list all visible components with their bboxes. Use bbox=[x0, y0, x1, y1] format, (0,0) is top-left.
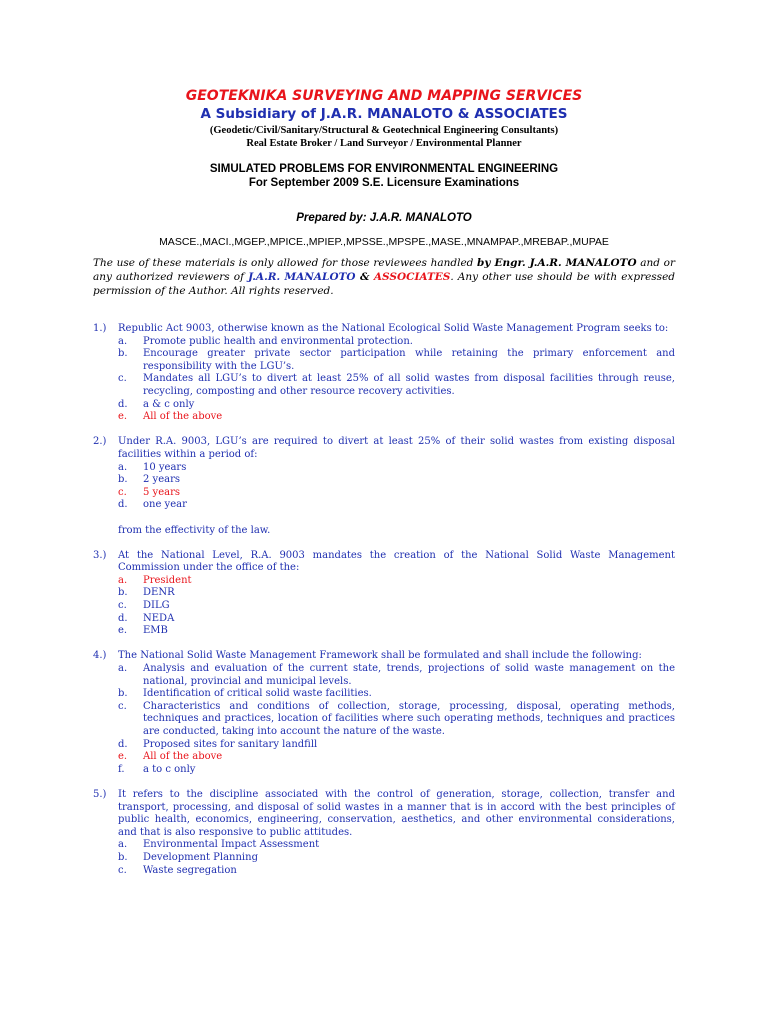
document-title: SIMULATED PROBLEMS FOR ENVIRONMENTAL ENGINEERING bbox=[209, 163, 559, 175]
option-text: Characteristics and conditions of collection, storage, processing, disposal, operating methods, techniques and practices, location of facilities where such operating methods, techniques and practices are conducted, taking into account the nature of the waste. bbox=[143, 700, 675, 737]
option-letter: a. bbox=[118, 461, 128, 473]
option-letter: c. bbox=[118, 486, 127, 498]
question-text: The National Solid Waste Management Framework shall be formulated and shall include the following: bbox=[118, 650, 642, 662]
option-letter: d. bbox=[118, 398, 128, 410]
option-text: DENR bbox=[143, 587, 175, 599]
subsidiary-line: A Subsidiary of J.A.R. MANALOTO & ASSOCIATES bbox=[200, 106, 568, 122]
option-text: President bbox=[143, 574, 192, 586]
answer-option bbox=[118, 348, 675, 373]
notice-text: . Any other use should be with expressed permission of the Author. All rights reserved. bbox=[93, 271, 676, 297]
answer-options bbox=[118, 462, 675, 512]
prepared-by: Prepared by: J.A.R. MANALOTO bbox=[296, 212, 472, 224]
option-letter: e. bbox=[118, 751, 128, 763]
answer-options bbox=[118, 663, 675, 776]
answer-option-correct bbox=[118, 411, 675, 424]
option-letter: a. bbox=[118, 574, 128, 586]
notice-jar: J.A.R. MANALOTO bbox=[248, 271, 356, 283]
question-item bbox=[93, 789, 675, 877]
option-letter: b. bbox=[118, 474, 128, 486]
option-letter: a. bbox=[118, 663, 128, 675]
option-text: Waste segregation bbox=[143, 864, 237, 876]
option-text: Promote public health and environmental protection. bbox=[143, 335, 413, 347]
option-text: a to c only bbox=[143, 763, 196, 775]
answer-option bbox=[118, 663, 675, 688]
answer-option-correct bbox=[118, 575, 675, 588]
question-item bbox=[93, 323, 675, 424]
option-text: Analysis and evaluation of the current state, trends, projections of solid waste management on the national, provincial and municipal levels. bbox=[143, 663, 675, 687]
option-letter: d. bbox=[118, 612, 128, 624]
question-text: It refers to the discipline associated with the control of generation, storage, collection, transfer and transport, processing, and disposal of solid wastes in a manner that is in accord with the best principles of public health, economics, engineering, conservation, aesthetics, and other environmental considerations, and that is also responsive to public attitudes. bbox=[118, 788, 675, 838]
answer-option bbox=[118, 688, 675, 701]
option-letter: f. bbox=[118, 763, 125, 775]
option-letter: a. bbox=[118, 839, 128, 851]
option-text: DILG bbox=[143, 600, 170, 612]
option-text: one year bbox=[143, 499, 187, 511]
consultants-line: (Geodetic/Civil/Sanitary/Structural & Geotechnical Engineering Consultants) bbox=[209, 125, 559, 136]
notice-text: and or any authorized reviewers of bbox=[93, 257, 676, 283]
option-letter: b. bbox=[118, 348, 128, 360]
company-name: GEOTEKNIKA SURVEYING AND MAPPING SERVICES bbox=[185, 88, 583, 104]
option-text: 2 years bbox=[143, 474, 180, 486]
answer-option bbox=[118, 462, 675, 475]
question-number: 5.) bbox=[93, 788, 107, 800]
notice-author: by Engr. J.A.R. MANALOTO bbox=[477, 257, 637, 269]
answer-option bbox=[118, 399, 675, 412]
option-letter: b. bbox=[118, 587, 128, 599]
answer-option bbox=[118, 764, 675, 777]
option-letter: c. bbox=[118, 700, 127, 712]
option-letter: e. bbox=[118, 411, 128, 423]
question-text: Republic Act 9003, otherwise known as the National Ecological Solid Waste Management Program seeks to: bbox=[118, 323, 669, 334]
option-text: Development Planning bbox=[143, 851, 258, 863]
question-item bbox=[93, 650, 675, 776]
answer-option bbox=[118, 625, 675, 638]
option-text: 5 years bbox=[143, 486, 180, 498]
credentials-line: MASCE.,MACI.,MGEP.,MPICE.,MPIEP.,MPSSE.,MPSPE.,MASE.,MNAMPAP.,MREBAP.,MUPAE bbox=[159, 236, 609, 248]
option-text: 10 years bbox=[143, 461, 187, 473]
question-text: Under R.A. 9003, LGU’s are required to divert at least 25% of their solid wastes from existing disposal facilities within a period of: bbox=[118, 436, 675, 460]
answer-option bbox=[118, 373, 675, 398]
question-item bbox=[93, 436, 675, 537]
option-letter: c. bbox=[118, 600, 127, 612]
question-text: At the National Level, R.A. 9003 mandates the creation of the National Solid Waste Management Commission under the office of the: bbox=[118, 549, 675, 574]
option-text: All of the above bbox=[143, 411, 223, 423]
option-letter: c. bbox=[118, 864, 127, 876]
notice-associates: ASSOCIATES bbox=[373, 271, 451, 283]
answer-options bbox=[118, 839, 675, 877]
answer-option bbox=[118, 865, 675, 878]
option-text: Mandates all LGU’s to divert at least 25% of all solid wastes from disposal facilities through reuse, recycling, composting and other resource recovery activities. bbox=[143, 373, 675, 397]
answer-option bbox=[118, 852, 675, 865]
option-letter: a. bbox=[118, 335, 128, 347]
option-letter: b. bbox=[118, 851, 128, 863]
notice-text: The use of these materials is only allowed for those reviewees handled bbox=[93, 257, 478, 269]
answer-option-correct bbox=[118, 487, 675, 500]
answer-options bbox=[118, 575, 675, 638]
option-text: Proposed sites for sanitary landfill bbox=[143, 738, 318, 750]
answer-option bbox=[118, 587, 675, 600]
answer-option bbox=[118, 336, 675, 349]
document-subtitle: For September 2009 S.E. Licensure Examinations bbox=[248, 177, 520, 189]
roles-line: Real Estate Broker / Land Surveyor / Environmental Planner bbox=[246, 138, 522, 149]
notice-amp: & bbox=[355, 271, 374, 283]
option-letter: d. bbox=[118, 738, 128, 750]
question-number: 3.) bbox=[93, 549, 107, 561]
usage-notice bbox=[93, 256, 675, 298]
option-text: All of the above bbox=[143, 751, 223, 763]
question-number: 1.) bbox=[93, 323, 107, 334]
option-text: Identification of critical solid waste facilities. bbox=[143, 688, 372, 700]
answer-option bbox=[118, 613, 675, 626]
answer-option bbox=[118, 600, 675, 613]
question-number: 2.) bbox=[93, 436, 107, 448]
option-text: NEDA bbox=[143, 612, 175, 624]
answer-options bbox=[118, 336, 675, 424]
answer-option bbox=[118, 739, 675, 752]
option-letter: b. bbox=[118, 688, 128, 700]
question-list bbox=[93, 323, 675, 890]
option-letter: c. bbox=[118, 373, 127, 385]
answer-option bbox=[118, 839, 675, 852]
option-text: Encourage greater private sector participation while retaining the primary enforcement and responsibility with the LGU’s. bbox=[143, 348, 675, 372]
answer-option-correct bbox=[118, 751, 675, 764]
answer-option bbox=[118, 474, 675, 487]
answer-option bbox=[118, 701, 675, 739]
option-text: EMB bbox=[143, 625, 168, 637]
question-number: 4.) bbox=[93, 650, 107, 662]
question-footnote: from the effectivity of the law. bbox=[118, 524, 271, 536]
question-item bbox=[93, 550, 675, 638]
option-text: a & c only bbox=[143, 398, 195, 410]
option-text: Environmental Impact Assessment bbox=[143, 839, 320, 851]
option-letter: d. bbox=[118, 499, 128, 511]
answer-option bbox=[118, 499, 675, 512]
option-letter: e. bbox=[118, 625, 128, 637]
